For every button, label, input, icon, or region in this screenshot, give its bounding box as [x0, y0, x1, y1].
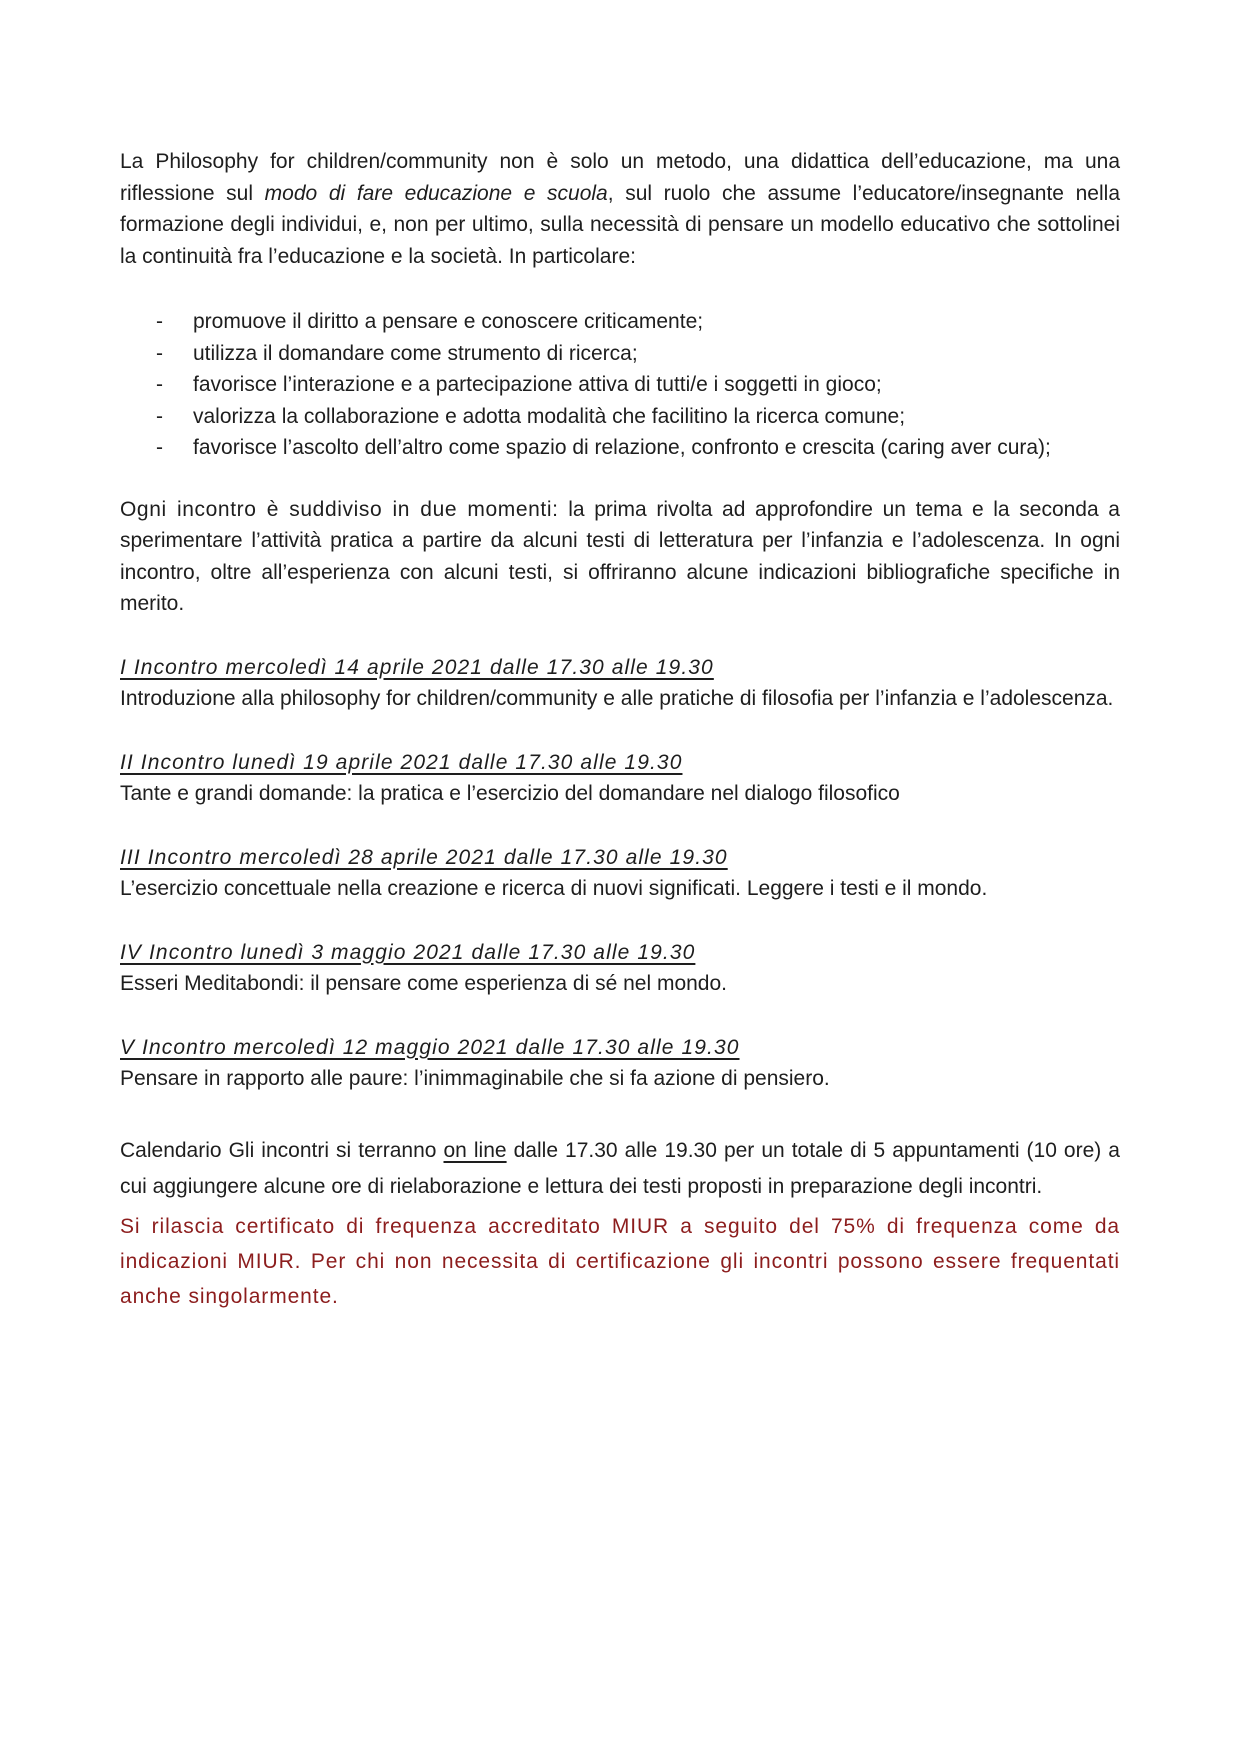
session-heading: I Incontro mercoledì 14 aprile 2021 dalle 17.30 alle 19.30: [120, 655, 714, 679]
structure-lead: Ogni incontro è suddiviso in due momenti:: [120, 497, 559, 521]
list-item: [120, 369, 1120, 401]
bullet-dash: -: [156, 404, 163, 428]
calendar-text-after: dalle 17.30 alle 19.30 per un totale di 5 appuntamenti (10 ore) a cui aggiungere alcune ore di rielaborazione e lettura dei testi proposti in preparazione degli incontri.: [120, 1138, 1120, 1198]
calendar-text-before: Calendario Gli incontri si terranno: [120, 1138, 444, 1162]
session-5: [120, 1032, 1120, 1095]
list-item: [120, 306, 1120, 338]
online-underlined-text: on line: [443, 1138, 507, 1162]
list-item-text: valorizza la collaborazione e adotta modalità che facilitino la ricerca comune;: [193, 404, 906, 428]
session-description: L’esercizio concettuale nella creazione e ricerca di nuovi significati. Leggere i testi e il mondo.: [120, 877, 988, 900]
session-2: [120, 747, 1120, 810]
session-heading: V Incontro mercoledì 12 maggio 2021 dalle 17.30 alle 19.30: [120, 1035, 740, 1059]
bullet-dash: -: [156, 341, 163, 365]
session-heading: II Incontro lunedì 19 aprile 2021 dalle 17.30 alle 19.30: [120, 750, 683, 774]
bullet-dash: -: [156, 373, 163, 396]
session-heading: III Incontro mercoledì 28 aprile 2021 dalle 17.30 alle 19.30: [120, 845, 728, 869]
session-3: [120, 842, 1120, 905]
session-description: Esseri Meditabondi: il pensare come esperienza di sé nel mondo.: [120, 972, 728, 995]
bullet-dash: -: [156, 436, 163, 459]
structure-paragraph: [120, 494, 1120, 620]
list-item-text: favorisce l’interazione e a partecipazione attiva di tutti/e i soggetti in gioco;: [193, 373, 882, 396]
goals-list: [120, 306, 1120, 464]
certificate-notice: Si rilascia certificato di frequenza accreditato MIUR a seguito del 75% di frequenza come da indicazioni MIUR. Per chi non necessita di certificazione gli incontri possono essere frequentati anche singolarmente.: [120, 1214, 1120, 1308]
bullet-dash: -: [156, 310, 163, 333]
session-description: Pensare in rapporto alle paure: l’inimmaginabile che si fa azione di pensiero.: [120, 1067, 830, 1090]
session-description: Introduzione alla philosophy for children/community e alle pratiche di filosofia per l’infanzia e l’adolescenza.: [120, 687, 1114, 710]
session-heading: IV Incontro lunedì 3 maggio 2021 dalle 17.30 alle 19.30: [120, 940, 696, 964]
intro-text-part2: , sul ruolo che assume l’educatore/insegnante nella formazione degli individui, e, non per ultimo, sulla necessità di pensare un modello educativo che sottolinei la continuità fra l’educazione e la società. In particolare:: [120, 181, 1120, 268]
structure-text: la prima rivolta ad approfondire un tema e la seconda a sperimentare l’attività pratica a partire da alcuni testi di letteratura per l’infanzia e l’adolescenza. In ogni incontro, oltre all’esperienza con alcuni testi, si offriranno alcune indicazioni bibliografiche specifiche in merito.: [120, 497, 1120, 615]
list-item: [120, 432, 1120, 464]
intro-paragraph: [120, 146, 1120, 272]
calendar-paragraph: [120, 1133, 1120, 1205]
intro-emphasis: modo di fare educazione e scuola: [264, 181, 608, 205]
session-1: [120, 652, 1120, 715]
intro-text-part1: La Philosophy for children/community non è solo un metodo, una didattica dell’educazione, ma una riflessione sul: [120, 150, 1120, 205]
list-item-text: favorisce l’ascolto dell’altro come spazio di relazione, confronto e crescita (caring aver cura);: [193, 436, 1051, 459]
list-item: [120, 338, 1120, 370]
session-description: Tante e grandi domande: la pratica e l’esercizio del domandare nel dialogo filosofico: [120, 782, 900, 805]
list-item-text: utilizza il domandare come strumento di ricerca;: [193, 341, 638, 365]
session-4: [120, 937, 1120, 1000]
list-item-text: promuove il diritto a pensare e conoscere criticamente;: [193, 310, 704, 333]
list-item: [120, 401, 1120, 433]
document-page: [120, 146, 1120, 1314]
